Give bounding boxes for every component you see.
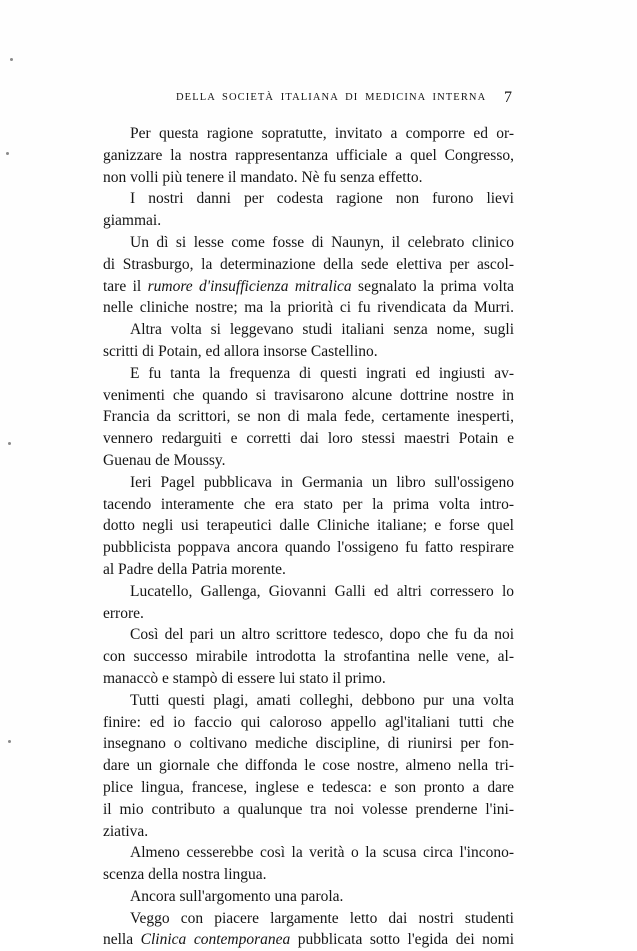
text-line: Ancora sull'argomento una parola.	[130, 887, 344, 905]
paper-speck	[8, 740, 11, 743]
text-line: Tutti questi plagi, amati colleghi, debbono pur una volta	[130, 691, 514, 709]
running-head	[0, 89, 637, 112]
text-line: scritti di Potain, ed allora insorse Castellino.	[103, 342, 378, 360]
text-line: non volli più tenere il mandato. Nè fu senza effetto.	[103, 168, 423, 186]
text-line: con successo mirabile introdotta la strofantina nelle vene, al-	[103, 648, 514, 666]
paper-speck	[8, 442, 11, 445]
text-line: ganizzare la nostra rappresentanza ufficiale a quel Congresso,	[103, 146, 514, 164]
line-segment: tare il	[103, 277, 142, 295]
text-line: E fu tanta la frequenza di questi ingrati ed ingiusti av-	[130, 364, 514, 382]
text-line: I nostri danni per codesta ragione non furono lievi	[130, 190, 514, 208]
text-line: dotto negli usi terapeutici dalle Cliniche italiane; e forse quel	[103, 517, 514, 535]
line-segment: pubblicata sotto l'egida dei nomi	[297, 931, 515, 949]
text-line: pubblicista poppava ancora quando l'ossigeno fu fatto respirare	[103, 539, 514, 557]
text-line: ziativa.	[103, 822, 149, 840]
italic-phrase: Clinica contemporanea	[140, 931, 291, 949]
paper-speck	[6, 152, 9, 155]
text-line: Un dì si lesse come fosse di Naunyn, il celebrato clinico	[130, 233, 514, 251]
text-line: Altra volta si leggevano studi italiani senza nome, sugli	[130, 321, 514, 339]
text-line: tacendo interamente che era stato per la prima volta intro-	[103, 495, 514, 513]
text-line: Guenau de Moussy.	[103, 451, 226, 469]
text-line	[103, 276, 514, 298]
text-line: insegnano o coltivano mediche discipline, di riunirsi per fon-	[103, 735, 514, 753]
text-line: di Strasburgo, la determinazione della sede elettiva per ascol-	[103, 255, 514, 273]
text-line: il mio contributo a qualunque tra noi volesse prenderne l'ini-	[103, 800, 514, 818]
text-line: vennero redarguiti e corretti dai loro stessi maestri Potain e	[103, 430, 514, 448]
text-line: dare un giornale che diffonda le cose nostre, almeno nella tri-	[103, 757, 514, 775]
text-line: plice lingua, francese, inglese e tedesca: e son pronto a dare	[103, 778, 514, 796]
body-text	[103, 123, 514, 951]
text-line: manaccò e stampò di essere lui stato il primo.	[103, 669, 386, 687]
text-line: al Padre della Patria morente.	[103, 560, 286, 578]
text-line: nelle cliniche nostre; ma la priorità ci fu rivendicata da Murri.	[103, 299, 514, 317]
page-number: 7	[504, 89, 512, 106]
text-line: Francia da scrittori, se non di mala fede, certamente inesperti,	[103, 408, 514, 426]
italic-phrase: rumore d'insufficienza mitralica	[147, 277, 352, 295]
paper-speck	[10, 58, 13, 61]
text-line: Così del pari un altro scrittore tedesco, dopo che fu da noi	[130, 626, 514, 644]
text-line: Almeno cesserebbe così la verità o la scusa circa l'incono-	[130, 844, 514, 862]
line-segment: nella	[103, 931, 134, 949]
text-line: giammai.	[103, 212, 162, 230]
text-line: finire: ed io faccio qui caloroso appello agl'italiani tutti che	[103, 713, 514, 731]
line-segment: segnalato la prima volta	[358, 277, 515, 295]
text-line: Per questa ragione sopratutte, invitato a comporre ed or-	[130, 125, 514, 142]
text-line: errore.	[103, 604, 144, 622]
text-line: scenza della nostra lingua.	[103, 866, 267, 884]
text-line	[103, 929, 514, 951]
text-line: Ieri Pagel pubblicava in Germania un libro sull'ossigeno	[130, 473, 514, 491]
text-line: Veggo con piacere largamente letto dai nostri studenti	[130, 909, 514, 927]
text-line: venimenti che quando si travisarono alcune dottrine nostre in	[103, 386, 514, 404]
running-title: DELLA SOCIETÀ ITALIANA DI MEDICINA INTERNA	[176, 92, 487, 103]
text-line: Lucatello, Gallenga, Giovanni Galli ed altri corressero lo	[130, 582, 514, 600]
